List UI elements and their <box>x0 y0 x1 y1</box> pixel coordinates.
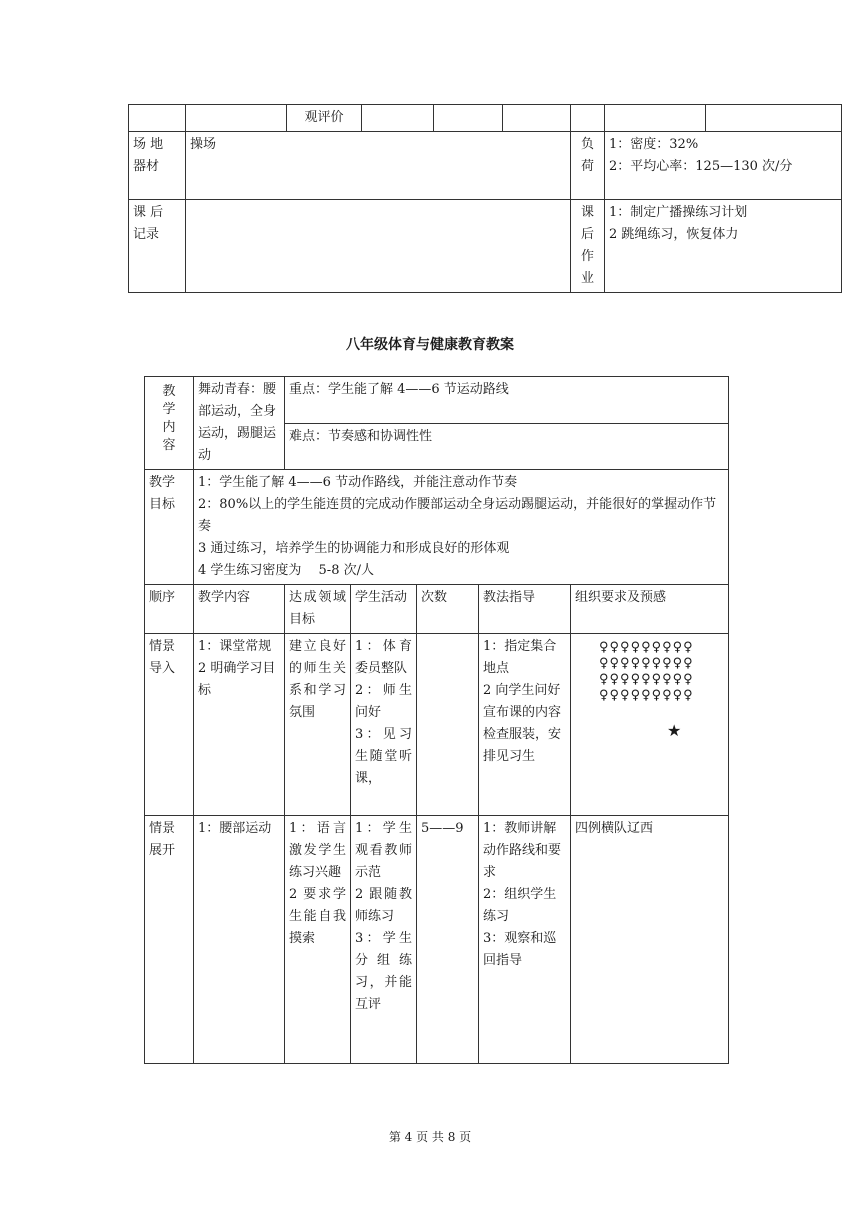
goals: 1：学生能了解 4——6 节动作路线，并能注意动作节奏 2：80%以上的学生能连贯的完成动作腰部运动全身运动踢腿运动，并能很好的掌握动作节奏 3 通过练习，培养学生的协调能力和形成良好的形体观 4 学生练习密度为 5-8 次/人 <box>194 470 729 585</box>
row-method: 1：教师讲解动作路线和要求 2：组织学生练习 3：观察和巡回指导 <box>479 816 571 1064</box>
page-footer: 第 4 页 共 8 页 <box>388 1130 472 1144</box>
header-activity: 学生活动 <box>351 585 417 634</box>
table-row <box>145 816 729 1064</box>
homework-value: 1：制定广播操练习计划 2 跳绳练习，恢复体力 <box>605 200 842 293</box>
goal-row <box>145 470 729 585</box>
page-title: 八年级体育与健康教育教案 <box>346 337 514 353</box>
row-count: 5——9 <box>417 816 479 1064</box>
record-label: 课 后 记录 <box>129 200 186 293</box>
top-row-record <box>129 200 842 293</box>
row-org: 四例横队辽西 <box>571 816 729 1064</box>
content-value: 舞动青春：腰部运动，全身运动，踢腿运动 <box>194 377 285 470</box>
content-label: 教 学 内 容 <box>145 377 194 470</box>
top-table <box>128 104 842 293</box>
difficulty: 难点：节奏感和协调性性 <box>285 423 729 470</box>
table-row <box>145 634 729 816</box>
key-point: 重点：学生能了解 4——6 节运动路线 <box>285 377 729 424</box>
top-row-review <box>129 105 842 132</box>
row-content: 1：腰部运动 <box>194 816 285 1064</box>
row-activity: 1：体育委员整队 2：师生问好 3：见习生随堂听课， <box>351 634 417 816</box>
row-activity: 1：学生观看教师示范 2 跟随教师练习 3：学生分组练习，并能互评 <box>351 816 417 1064</box>
row-goal: 1：语言激发学生练习兴趣 2 要求学生能自我摸索 <box>285 816 351 1064</box>
header-method: 教法指导 <box>479 585 571 634</box>
row-content: 1：课堂常规 2 明确学习目标 <box>194 634 285 816</box>
header-row <box>145 585 729 634</box>
header-count: 次数 <box>417 585 479 634</box>
content-row-key <box>145 377 729 424</box>
header-content: 教学内容 <box>194 585 285 634</box>
row-order: 情景 导入 <box>145 634 194 816</box>
header-order: 顺序 <box>145 585 194 634</box>
lesson-table <box>144 376 729 1064</box>
review-label: 观评价 <box>287 105 362 132</box>
load-value: 1：密度：32% 2：平均心率：125—130 次/分 <box>605 132 842 200</box>
row-count <box>417 634 479 816</box>
student-figures: ♀♀♀♀♀♀♀♀♀ ♀♀♀♀♀♀♀♀♀ ♀♀♀♀♀♀♀♀♀ ♀♀♀♀♀♀♀♀♀ <box>599 640 694 703</box>
goal-label: 教学 目标 <box>145 470 194 585</box>
record-value <box>186 200 571 293</box>
row-goal: 建立良好的师生关系和学习氛围 <box>285 634 351 816</box>
venue-label: 场 地 器材 <box>129 132 186 200</box>
venue-value: 操场 <box>186 132 571 200</box>
homework-label: 课 后 作 业 <box>571 200 605 293</box>
row-method: 1：指定集合地点 2 向学生问好 宣布课的内容 检查服装，安排见习生 <box>479 634 571 816</box>
header-org: 组织要求及预感 <box>571 585 729 634</box>
load-label: 负 荷 <box>571 132 605 200</box>
top-row-venue <box>129 132 842 200</box>
header-goal: 达成领域目标 <box>285 585 351 634</box>
formation-diagram <box>571 634 729 816</box>
teacher-star-icon: ★ <box>667 721 682 740</box>
row-order: 情景 展开 <box>145 816 194 1064</box>
